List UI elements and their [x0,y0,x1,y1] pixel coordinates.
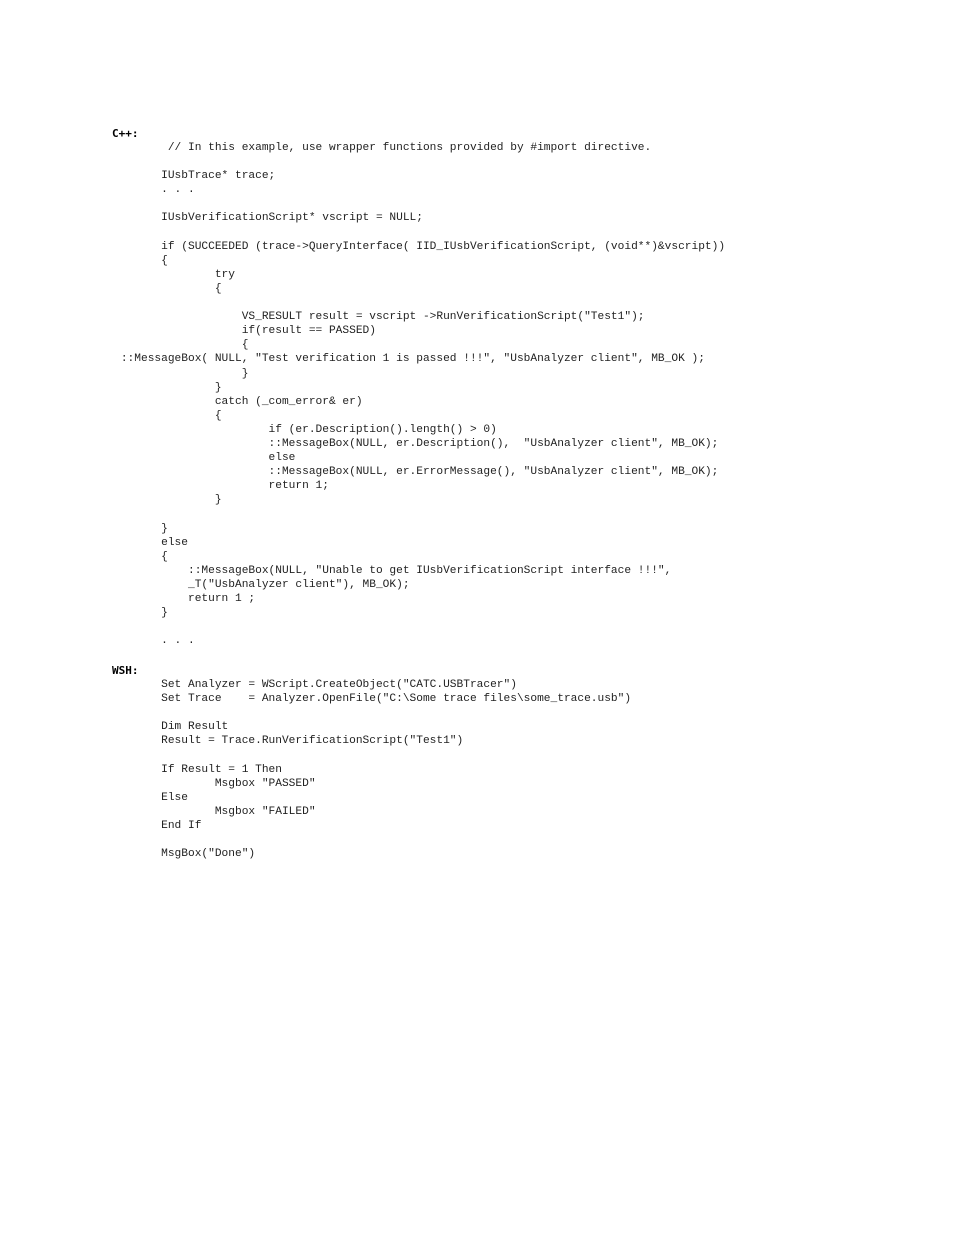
code-line: { [0,409,222,422]
code-line: Set Analyzer = WScript.CreateObject("CATC.USBTracer") [0,679,517,691]
code-line: { [0,550,168,563]
code-line: if(result == PASSED) [0,325,376,338]
code-line: End If [0,819,202,832]
code-line: . . . [0,635,195,648]
code-line [0,507,725,521]
code-line: Msgbox "PASSED" [0,777,316,790]
code-line: // In this example, use wrapper functions provided by #import directive. [0,142,652,154]
code-line: try [0,268,235,281]
code-line: { [0,254,168,267]
code-line: } [0,607,168,620]
code-line: IUsbTrace* trace; [0,170,276,183]
cpp-code-block [0,141,725,648]
wsh-code-block [0,678,631,861]
code-line: { [0,339,249,352]
code-line: . . . [0,184,195,197]
code-line: Result = Trace.RunVerificationScript("Test1") [0,735,464,748]
code-line: if (SUCCEEDED (trace->QueryInterface( IID_IUsbVerificationScript, (void**)&vscript)) [0,240,726,253]
code-line: Set Trace = Analyzer.OpenFile("C:\Some trace files\some_trace.usb") [0,693,632,706]
cpp-section-label: C++: [112,127,139,140]
code-line: } [0,494,222,507]
code-line [0,620,725,634]
code-line [0,296,725,310]
code-line: } [0,522,168,535]
code-line [0,155,725,169]
code-line: if (er.Description().length() > 0) [0,423,497,436]
code-line: If Result = 1 Then [0,763,282,776]
code-line: else [0,536,188,549]
code-line: return 1; [0,480,329,493]
code-line: ::MessageBox(NULL, er.ErrorMessage(), "UsbAnalyzer client", MB_OK); [0,466,719,479]
code-line: ::MessageBox(NULL, er.Description(), "UsbAnalyzer client", MB_OK); [0,437,719,450]
code-line: } [0,381,222,394]
code-line: ::MessageBox( NULL, "Test verification 1 is passed !!!", "UsbAnalyzer client", MB_OK ); [0,353,705,366]
code-line: VS_RESULT result = vscript ->RunVerificationScript("Test1"); [0,311,645,324]
code-line: ::MessageBox(NULL, "Unable to get IUsbVerificationScript interface !!!", [0,564,672,577]
wsh-section-label: WSH: [112,664,139,677]
code-line: return 1 ; [0,593,256,605]
code-line: { [0,282,222,295]
code-line [0,197,725,211]
code-line: Msgbox "FAILED" [0,805,316,818]
code-line [0,748,631,762]
code-line: Else [0,791,188,804]
code-line [0,833,631,847]
code-line: _T("UsbAnalyzer client"), MB_OK); [0,578,410,591]
code-line [0,706,631,720]
code-line: else [0,452,296,465]
code-line: Dim Result [0,721,229,734]
code-line: catch (_com_error& er) [0,395,363,408]
code-line: IUsbVerificationScript* vscript = NULL; [0,212,423,225]
code-line: } [0,367,249,380]
code-line: MsgBox("Done") [0,848,256,861]
code-line [0,226,725,240]
